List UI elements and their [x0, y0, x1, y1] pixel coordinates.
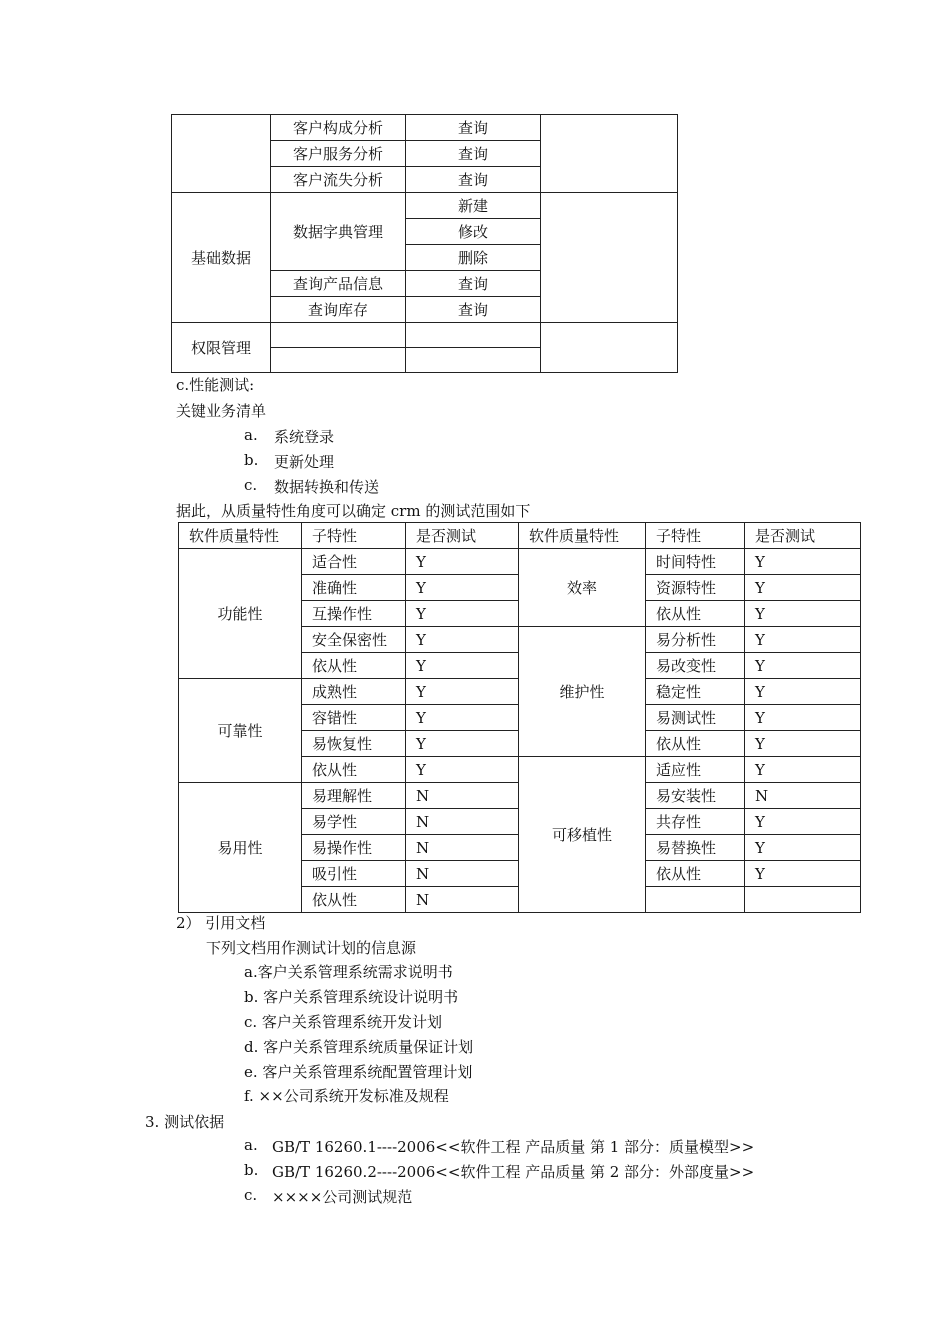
sub-characteristic-cell: 易恢复性	[302, 731, 406, 757]
basis-item: GB/T 16260.1----2006<<软件工程 产品质量 第 1 部分：质量模型>>	[272, 1138, 755, 1156]
sub-characteristic-cell: 适合性	[302, 549, 406, 575]
module-cell: 基础数据	[172, 193, 271, 323]
sub-function-cell: 查询产品信息	[271, 271, 406, 297]
reference-item: d. 客户关系管理系统质量保证计划	[244, 1038, 474, 1056]
header-cell: 是否测试	[745, 523, 861, 549]
operation-cell: 查询	[406, 167, 541, 193]
test-flag-cell: Y	[745, 549, 861, 575]
test-flag-cell: Y	[745, 731, 861, 757]
test-flag-cell: Y	[406, 705, 519, 731]
list-marker: c.	[244, 1186, 258, 1204]
remark-cell	[541, 323, 678, 373]
sub-characteristic-cell: 易改变性	[646, 653, 745, 679]
remark-cell	[541, 193, 678, 323]
list-marker: a.	[244, 426, 258, 444]
section-c-subtitle: 关键业务清单	[176, 402, 267, 420]
sub-characteristic-cell: 易理解性	[302, 783, 406, 809]
operation-cell: 修改	[406, 219, 541, 245]
sub-characteristic-cell: 时间特性	[646, 549, 745, 575]
empty-cell	[646, 887, 745, 913]
test-flag-cell: N	[406, 887, 519, 913]
operation-cell: 查询	[406, 297, 541, 323]
test-flag-cell: Y	[745, 757, 861, 783]
sub-characteristic-cell: 成熟性	[302, 679, 406, 705]
sub-characteristic-cell: 易分析性	[646, 627, 745, 653]
sub-characteristic-cell: 准确性	[302, 575, 406, 601]
scope-text: 据此，从质量特性角度可以确定 crm 的测试范围如下	[176, 502, 531, 520]
test-flag-cell: Y	[406, 601, 519, 627]
characteristic-cell: 可移植性	[519, 757, 646, 913]
empty-cell	[745, 887, 861, 913]
sub-characteristic-cell: 共存性	[646, 809, 745, 835]
test-flag-cell: Y	[406, 549, 519, 575]
sub-function-cell: 客户服务分析	[271, 141, 406, 167]
basis-item: ××××公司测试规范	[272, 1188, 413, 1206]
test-flag-cell: N	[745, 783, 861, 809]
sub-characteristic-cell: 依从性	[646, 731, 745, 757]
sub-characteristic-cell: 易替换性	[646, 835, 745, 861]
reference-item: e. 客户关系管理系统配置管理计划	[244, 1063, 473, 1081]
module-cell-empty	[172, 115, 271, 193]
function-table	[171, 114, 678, 373]
test-flag-cell: Y	[406, 575, 519, 601]
test-flag-cell: Y	[406, 627, 519, 653]
reference-item: c. 客户关系管理系统开发计划	[244, 1013, 442, 1031]
test-flag-cell: N	[406, 783, 519, 809]
test-flag-cell: Y	[745, 627, 861, 653]
sub-characteristic-cell: 依从性	[646, 601, 745, 627]
test-flag-cell: N	[406, 835, 519, 861]
sub-characteristic-cell: 依从性	[302, 653, 406, 679]
list-marker: b.	[244, 451, 259, 469]
test-flag-cell: Y	[745, 575, 861, 601]
module-cell: 权限管理	[172, 323, 271, 373]
sub-characteristic-cell: 容错性	[302, 705, 406, 731]
sub-function-cell: 查询库存	[271, 297, 406, 323]
test-flag-cell: Y	[406, 679, 519, 705]
test-flag-cell: Y	[745, 679, 861, 705]
sub-characteristic-cell: 互操作性	[302, 601, 406, 627]
sub-characteristic-cell: 依从性	[302, 757, 406, 783]
sub-function-cell	[271, 323, 406, 348]
sub-characteristic-cell: 依从性	[302, 887, 406, 913]
operation-cell: 新建	[406, 193, 541, 219]
list-marker: b.	[244, 1161, 259, 1179]
test-flag-cell: Y	[745, 601, 861, 627]
characteristic-cell: 可靠性	[179, 679, 302, 783]
section-2-title: 2） 引用文档	[176, 914, 266, 932]
sub-characteristic-cell: 稳定性	[646, 679, 745, 705]
list-marker: c.	[244, 476, 258, 494]
sub-characteristic-cell: 易操作性	[302, 835, 406, 861]
sub-function-cell: 客户流失分析	[271, 167, 406, 193]
header-cell: 是否测试	[406, 523, 519, 549]
sub-characteristic-cell: 资源特性	[646, 575, 745, 601]
operation-cell: 查询	[406, 115, 541, 141]
test-flag-cell: N	[406, 809, 519, 835]
test-flag-cell: Y	[406, 757, 519, 783]
operation-cell	[406, 323, 541, 348]
header-cell: 软件质量特性	[519, 523, 646, 549]
sub-characteristic-cell: 易学性	[302, 809, 406, 835]
test-flag-cell: N	[406, 861, 519, 887]
operation-cell: 删除	[406, 245, 541, 271]
list-item: 系统登录	[274, 428, 335, 446]
sub-characteristic-cell: 易安装性	[646, 783, 745, 809]
characteristic-cell: 功能性	[179, 549, 302, 679]
section-3-title: 3. 测试依据	[145, 1113, 225, 1131]
reference-item: f. ××公司系统开发标准及规程	[244, 1087, 449, 1105]
section-c-title: c.性能测试:	[176, 376, 255, 394]
sub-characteristic-cell: 吸引性	[302, 861, 406, 887]
sub-characteristic-cell: 安全保密性	[302, 627, 406, 653]
basis-item: GB/T 16260.2----2006<<软件工程 产品质量 第 2 部分：外部度量>>	[272, 1163, 755, 1181]
test-flag-cell: Y	[745, 653, 861, 679]
list-item: 更新处理	[274, 453, 335, 471]
list-marker: a.	[244, 1136, 258, 1154]
test-flag-cell: Y	[745, 835, 861, 861]
characteristic-cell: 效率	[519, 549, 646, 627]
header-cell: 子特性	[646, 523, 745, 549]
section-2-intro: 下列文档用作测试计划的信息源	[206, 939, 417, 957]
sub-function-cell: 数据字典管理	[271, 193, 406, 271]
sub-function-cell	[271, 348, 406, 373]
characteristic-cell: 维护性	[519, 627, 646, 757]
test-flag-cell: Y	[406, 731, 519, 757]
operation-cell	[406, 348, 541, 373]
characteristic-cell: 易用性	[179, 783, 302, 913]
sub-characteristic-cell: 适应性	[646, 757, 745, 783]
test-flag-cell: Y	[745, 705, 861, 731]
reference-item: a.客户关系管理系统需求说明书	[244, 963, 453, 981]
list-item: 数据转换和传送	[274, 478, 380, 496]
remark-cell	[541, 115, 678, 193]
sub-characteristic-cell: 依从性	[646, 861, 745, 887]
sub-characteristic-cell: 易测试性	[646, 705, 745, 731]
reference-item: b. 客户关系管理系统设计说明书	[244, 988, 459, 1006]
operation-cell: 查询	[406, 141, 541, 167]
test-flag-cell: Y	[745, 861, 861, 887]
quality-table	[178, 522, 861, 913]
test-flag-cell: Y	[406, 653, 519, 679]
header-cell: 子特性	[302, 523, 406, 549]
header-cell: 软件质量特性	[179, 523, 302, 549]
test-flag-cell: Y	[745, 809, 861, 835]
operation-cell: 查询	[406, 271, 541, 297]
sub-function-cell: 客户构成分析	[271, 115, 406, 141]
